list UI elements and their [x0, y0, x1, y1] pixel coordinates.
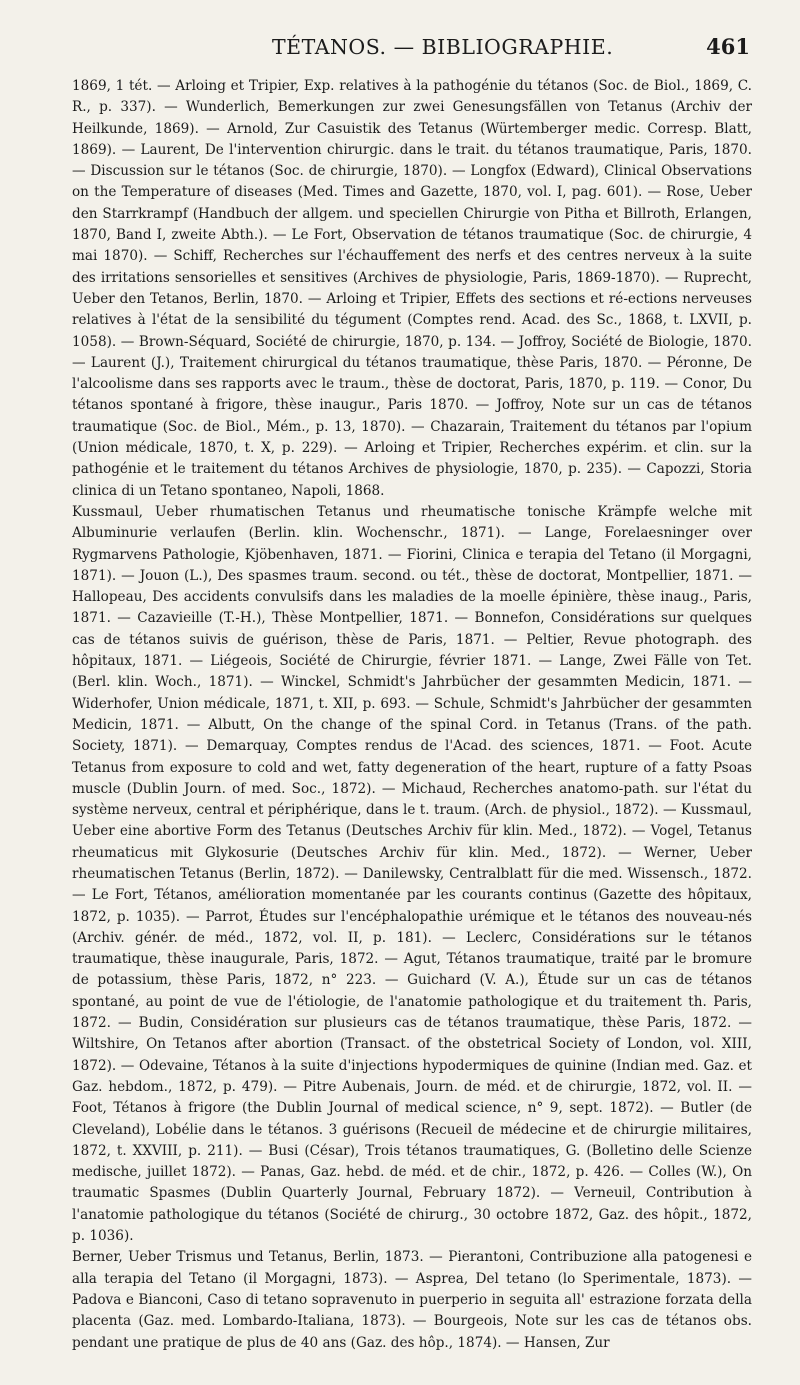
- bibliography-paragraph-1869-1870: 1869, 1 tét. — Arloing et Tripier, Exp. relatives à la pathogénie du tétanos (Soc. de Biol., 1869, C. R., p. 337). — Wunderlich, Bemerkungen zur zwei Genesungsfällen von Tetanus (Archiv der Heilkunde, 1869). — Arnold, Zur Casuistik des Tetanus (Würtemberger medic. Corresp. Blatt, 1869). — Laurent, De l'intervention chirurgic. dans le trait. du tétanos traumatique, Paris, 1870. — Discussion sur le tétanos (Soc. de chirurgie, 1870). — Longfox (Edward), Clinical Observations on the Temperature of diseases (Med. Times and Gazette, 1870, vol. I, pag. 601). — Rose, Ueber den Starrkrampf (Handbuch der allgem. und speciellen Chirurgie von Pitha et Billroth, Erlangen, 1870, Band I, zweite Abth.). — Le Fort, Observation de tétanos traumatique (Soc. de chirurgie, 4 mai 1870). — Schiff, Recherches sur l'échauffement des nerfs et des centres nerveux à la suite des irritations sensorielles et sensitives (Archives de physiologie, Paris, 1869-1870). — Ruprecht, Ueber den Tetanos, Berlin, 1870. — Arloing et Tripier, Effets des sections et ré-ections nerveuses relatives à l'état de la sensibilité du tégument (Comptes rend. Acad. des Sc., 1868, t. LXVII, p. 1058). — Brown-Séquard, Société de chirurgie, 1870, p. 134. — Joffroy, Société de Biologie, 1870. — Laurent (J.), Traitement chirurgical du tétanos traumatique, thèse Paris, 1870. — Péronne, De l'alcoolisme dans ses rapports avec le traum., thèse de doctorat, Paris, 1870, p. 119. — Conor, Du tétanos spontané à frigore, thèse inaugur., Paris 1870. — Joffroy, Note sur un cas de tétanos traumatique (Soc. de Biol., Mém., p. 13, 1870). — Chazarain, Traitement du tétanos par l'opium (Union médicale, 1870, t. X, p. 229). — Arloing et Tripier, Recherches expérim. et clin. sur la pathogénie et le traitement du tétanos Archives de physiologie, 1870, p. 235). — Capozzi, Storia clinica di un Tetano spontaneo, Napoli, 1868.: [72, 78, 752, 499]
- bibliography-paragraph-1871-1872: Kussmaul, Ueber rhumatischen Tetanus und rheumatische tonische Krämpfe welche mit Albuminurie verlaufen (Berlin. klin. Wochenschr., 1871). — Lange, Forelaesninger over Rygmarvens Pathologie, Kjöbenhaven, 1871. — Fiorini, Clinica e terapia del Tetano (il Morgagni, 1871). — Jouon (L.), Des spasmes traum. second. ou tét., thèse de doctorat, Montpellier, 1871. — Hallopeau, Des accidents convulsifs dans les maladies de la moelle épinière, thèse inaug., Paris, 1871. — Cazavieille (T.-H.), Thèse Montpellier, 1871. — Bonnefon, Considérations sur quelques cas de tétanos suivis de guérison, thèse de Paris, 1871. — Peltier, Revue photograph. des hôpitaux, 1871. — Liégeois, Société de Chirurgie, février 1871. — Lange, Zwei Fälle von Tet. (Berl. klin. Woch., 1871). — Winckel, Schmidt's Jahrbücher der gesammten Medicin, 1871. — Widerhofer, Union médicale, 1871, t. XII, p. 693. — Schule, Schmidt's Jahrbücher der gesammten Medicin, 1871. — Albutt, On the change of the spinal Cord. in Tetanus (Trans. of the path. Society, 1871). — Demarquay, Comptes rendus de l'Acad. des sciences, 1871. — Foot. Acute Tetanus from exposure to cold and wet, fatty degeneration of the heart, rupture of a fatty Psoas muscle (Dublin Journ. of med. Soc., 1872). — Michaud, Recherches anatomo-path. sur l'état du système nerveux, central et périphérique, dans le t. traum. (Arch. de physiol., 1872). — Kussmaul, Ueber eine abortive Form des Tetanus (Deutsches Archiv für klin. Med., 1872). — Vogel, Tetanus rheumaticus mit Glykosurie (Deutsches Archiv für klin. Med., 1872). — Werner, Ueber rheumatischen Tetanus (Berlin, 1872). — Danilewsky, Centralblatt für die med. Wissensch., 1872. — Le Fort, Tétanos, amélioration momentanée par les courants continus (Gazette des hôpitaux, 1872, p. 1035). — Parrot, Études sur l'encéphalopathie urémique et le tétanos des nouveau-nés (Archiv. génér. de méd., 1872, vol. II, p. 181). — Leclerc, Considérations sur le tétanos traumatique, thèse inaugurale, Paris, 1872. — Agut, Tétanos traumatique, traité par le bromure de potassium, thèse Paris, 1872, n° 223. — Guichard (V. A.), Étude sur un cas de tétanos spontané, au point de vue de l'étiologie, de l'anatomie pathologique et du traitement th. Paris, 1872. — Budin, Considération sur plusieurs cas de tétanos traumatique, thèse Paris, 1872. — Wiltshire, On Tetanos after abortion (Transact. of the obstetrical Society of London, vol. XIII, 1872). — Odevaine, Tétanos à la suite d'injections hypodermiques de quinine (Indian med. Gaz. et Gaz. hebdom., 1872, p. 479). — Pitre Aubenais, Journ. de méd. et de chirurgie, 1872, vol. II. — Foot, Tétanos à frigore (the Dublin Journal of medical science, n° 9, sept. 1872). — Butler (de Cleveland), Lobélie dans le tétanos. 3 guérisons (Recueil de médecine et de chirurgie militaires, 1872, t. XXVIII, p. 211). — Busi (César), Trois tétanos traumatiques, G. (Bolletino delle Scienze medische, juillet 1872). — Panas, Gaz. hebd. de méd. et de chir., 1872, p. 426. — Colles (W.), On traumatic Spasmes (Dublin Quarterly Journal, February 1872). — Verneuil, Contribution à l'anatomie pathologique du tétanos (Société de chirurg., 30 octobre 1872, Gaz. des hôpit., 1872, p. 1036).: [72, 503, 752, 1245]
- bibliography-body: [72, 76, 752, 1354]
- running-header: [72, 34, 752, 76]
- page-number: 461: [706, 34, 750, 59]
- running-title: TÉTANOS. — BIBLIOGRAPHIE.: [272, 35, 614, 59]
- bibliography-paragraph-1873-1874: Berner, Ueber Trismus und Tetanus, Berlin, 1873. — Pierantoni, Contribuzione alla patogenesi e alla terapia del Tetano (il Morgagni, 1873). — Asprea, Del tetano (lo Sperimentale, 1873). — Padova e Bianconi, Caso di tetano sopravenuto in puerperio in seguita all' estrazione forzata della placenta (Gaz. med. Lombardo-Italiana, 1873). — Bourgeois, Note sur les cas de tétanos obs. pendant une pratique de plus de 40 ans (Gaz. des hôp., 1874). — Hansen, Zur: [72, 1249, 752, 1351]
